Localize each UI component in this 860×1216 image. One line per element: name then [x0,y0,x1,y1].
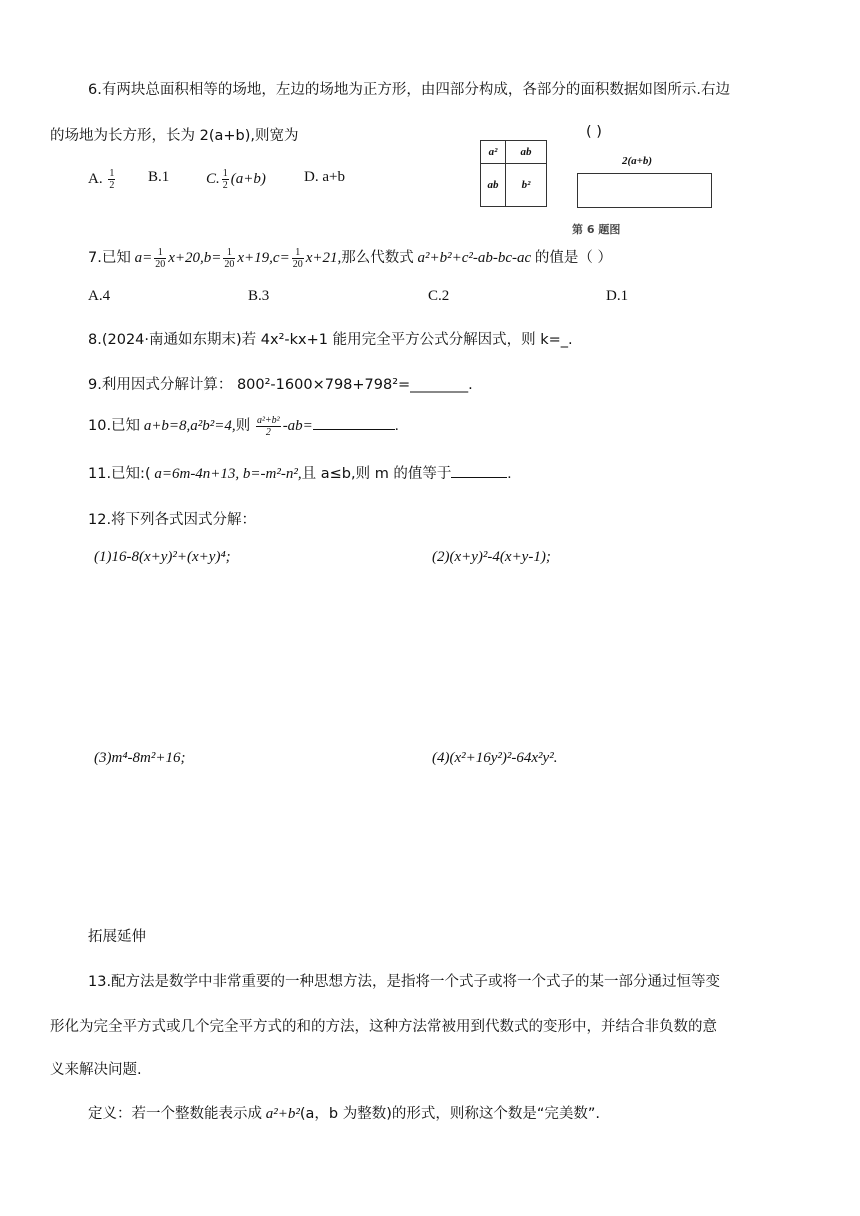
q9-stem: 9.利用因式分解计算： 800²-1600×798+798²=________. [88,377,473,393]
answer-blank[interactable] [313,415,395,430]
q6-option-c: C. $\frac{1}{2}$ (a+b) [206,168,266,191]
cell-b-squared: b² [506,164,547,207]
option-c-label: C. [206,170,220,187]
answer-blank[interactable] [451,463,507,478]
q6-figure-caption: 第 6 题图 [572,223,621,236]
q6-option-d: D. a+b [304,169,345,185]
q8-stem: 8.(2024·南通如东期末)若 4x²-kx+1 能用完全平方公式分解因式，则 k=_. [88,332,573,348]
cell-ab-bottom: ab [481,164,506,207]
fraction-half: $\frac{1}{2}$ [109,168,115,191]
q7-stem: 7.已知 a= $\frac{1}{20}$ x+20,b= $\frac{1}{20}$ x+19,c= $\frac{1}{20}$ x+21,那么代数式 a²+b²+c²-ab-bc-ac 的值是（ ） [88,247,613,271]
fraction-half: $\frac{1}{2}$ [222,168,228,191]
q12-item-4: (4)(x²+16y²)²-64x²y². [432,750,558,766]
fraction-one-twentieth: $\frac{1}{20}$ [224,247,235,271]
q6-option-b: B.1 [148,169,170,185]
q6-square-figure [480,140,547,207]
fraction-sum-of-squares: $\frac{\text{a²+b²}}{2}$ [256,415,280,439]
q13-definition: 定义：若一个整数能表示成 a²+b²(a，b 为整数)的形式，则称这个数是“完美数”. [88,1106,601,1122]
fraction-one-twentieth: $\frac{1}{20}$ [155,247,166,271]
q12-item-3: (3)m⁴-8m²+16; [94,750,186,766]
q6-option-a [88,168,117,191]
cell-a-squared: a² [481,141,506,164]
option-a-label: A. [88,170,103,187]
cell-ab-top: ab [506,141,547,164]
q6-rect-label: 2(a+b) [622,155,653,167]
q6-answer-paren: ( ) [586,124,602,140]
q13-line2: 形化为完全平方式或几个完全平方式的和的方法，这种方法常被用到代数式的变形中，并结合非负数的意 [50,1019,717,1035]
q12-item-1: (1)16-8(x+y)²+(x+y)⁴; [94,549,231,565]
q13-line3: 义来解决问题. [50,1062,142,1078]
q7-option-d: D.1 [606,288,629,304]
q11-stem: 11.已知:( a=6m-4n+13, b=-m²-n²,且 a≤b,则 m 的值等于 . [88,462,511,483]
q6-rectangle [577,173,712,208]
q6-line1: 6.有两块总面积相等的场地，左边的场地为正方形，由四部分构成，各部分的面积数据如图所示.右边 [88,82,730,98]
q12-item-2: (2)(x+y)²-4(x+y-1); [432,549,551,565]
q10-stem: 10.已知 a+b=8,a²b²=4,则 $\frac{\text{a²+b²}}{2}$ -ab= . [88,415,399,439]
q7-option-c: C.2 [428,288,450,304]
q13-line1: 13.配方法是数学中非常重要的一种思想方法，是指将一个式子或将一个式子的某一部分通过恒等变 [88,974,721,990]
section-title: 拓展延伸 [88,929,146,945]
q6-line2: 的场地为长方形，长为 2(a+b),则宽为 [50,128,299,144]
q12-title: 12.将下列各式因式分解： [88,512,257,528]
fraction-one-twentieth: $\frac{1}{20}$ [292,247,303,271]
q7-option-a: A.4 [88,288,111,304]
q7-option-b: B.3 [248,288,270,304]
